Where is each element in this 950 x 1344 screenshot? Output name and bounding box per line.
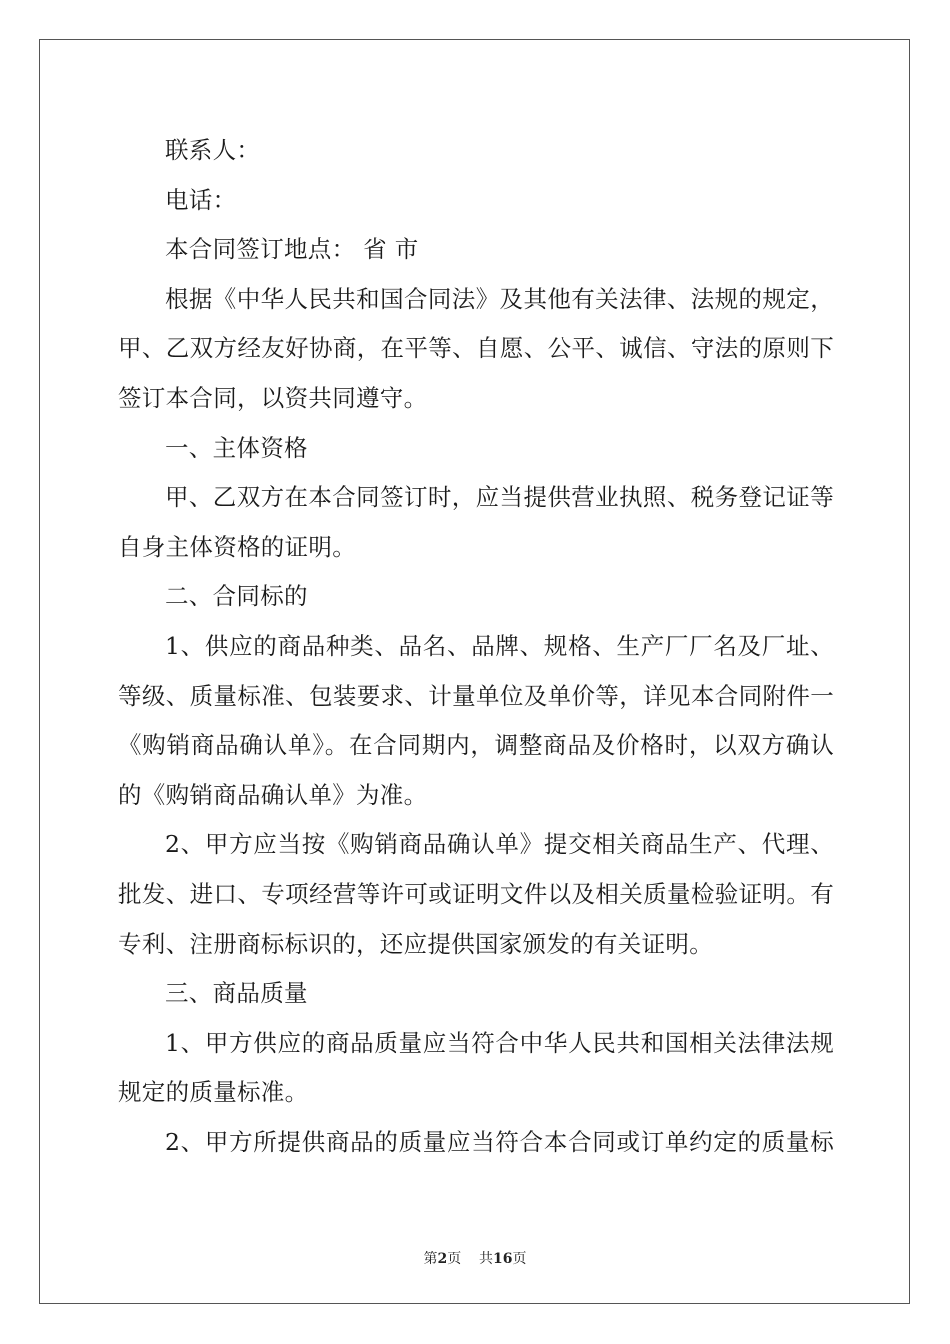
total-pages: 16 [493,1251,513,1267]
section-heading: 一、主体资格 [165,433,308,462]
text-line: 2、甲方应当按《购销商品确认单》提交相关商品生产、代理、 [165,830,834,859]
text-line: 自身主体资格的证明。 [118,532,356,561]
total-prefix: 共 [479,1251,494,1267]
text-line: 专利、注册商标标识的，还应提供国家颁发的有关证明。 [118,929,713,958]
document-body [118,126,834,1167]
text-line: 的《购销商品确认单》为准。 [118,780,428,809]
text-line: 《购销商品确认单》。在合同期内，调整商品及价格时，以双方确认 [118,731,834,760]
text-line: 甲、乙双方经友好协商，在平等、自愿、公平、诚信、守法的原则下 [118,334,834,363]
text-line: 1、供应的商品种类、品名、品牌、规格、生产厂厂名及厂址、 [165,631,834,660]
page-number: 2 [437,1251,448,1267]
text-line: 甲、乙双方在本合同签订时，应当提供营业执照、税务登记证等 [165,483,834,512]
text-line: 根据《中华人民共和国合同法》及其他有关法律、法规的规定， [165,284,834,313]
text-line: 本合同签订地点： 省 市 [165,235,419,264]
text-line: 批发、进口、专项经营等许可或证明文件以及相关质量检验证明。有 [118,879,834,908]
text-line: 2、甲方所提供商品的质量应当符合本合同或订单约定的质量标 [165,1127,834,1156]
text-line: 联系人： [165,136,261,164]
total-suffix: 页 [512,1251,527,1267]
section-heading: 三、商品质量 [165,979,308,1008]
text-line: 1、甲方供应的商品质量应当符合中华人民共和国相关法律法规 [165,1028,834,1057]
page-suffix: 页 [447,1251,462,1267]
section-heading: 二、合同标的 [165,582,308,611]
text-line: 签订本合同，以资共同遵守。 [118,383,428,412]
text-line: 等级、质量标准、包装要求、计量单位及单价等，详见本合同附件一 [118,681,834,710]
text-line: 规定的质量标准。 [118,1078,309,1107]
page-footer [0,1248,950,1268]
page-prefix: 第 [423,1251,438,1267]
text-line: 电话： [165,185,237,214]
